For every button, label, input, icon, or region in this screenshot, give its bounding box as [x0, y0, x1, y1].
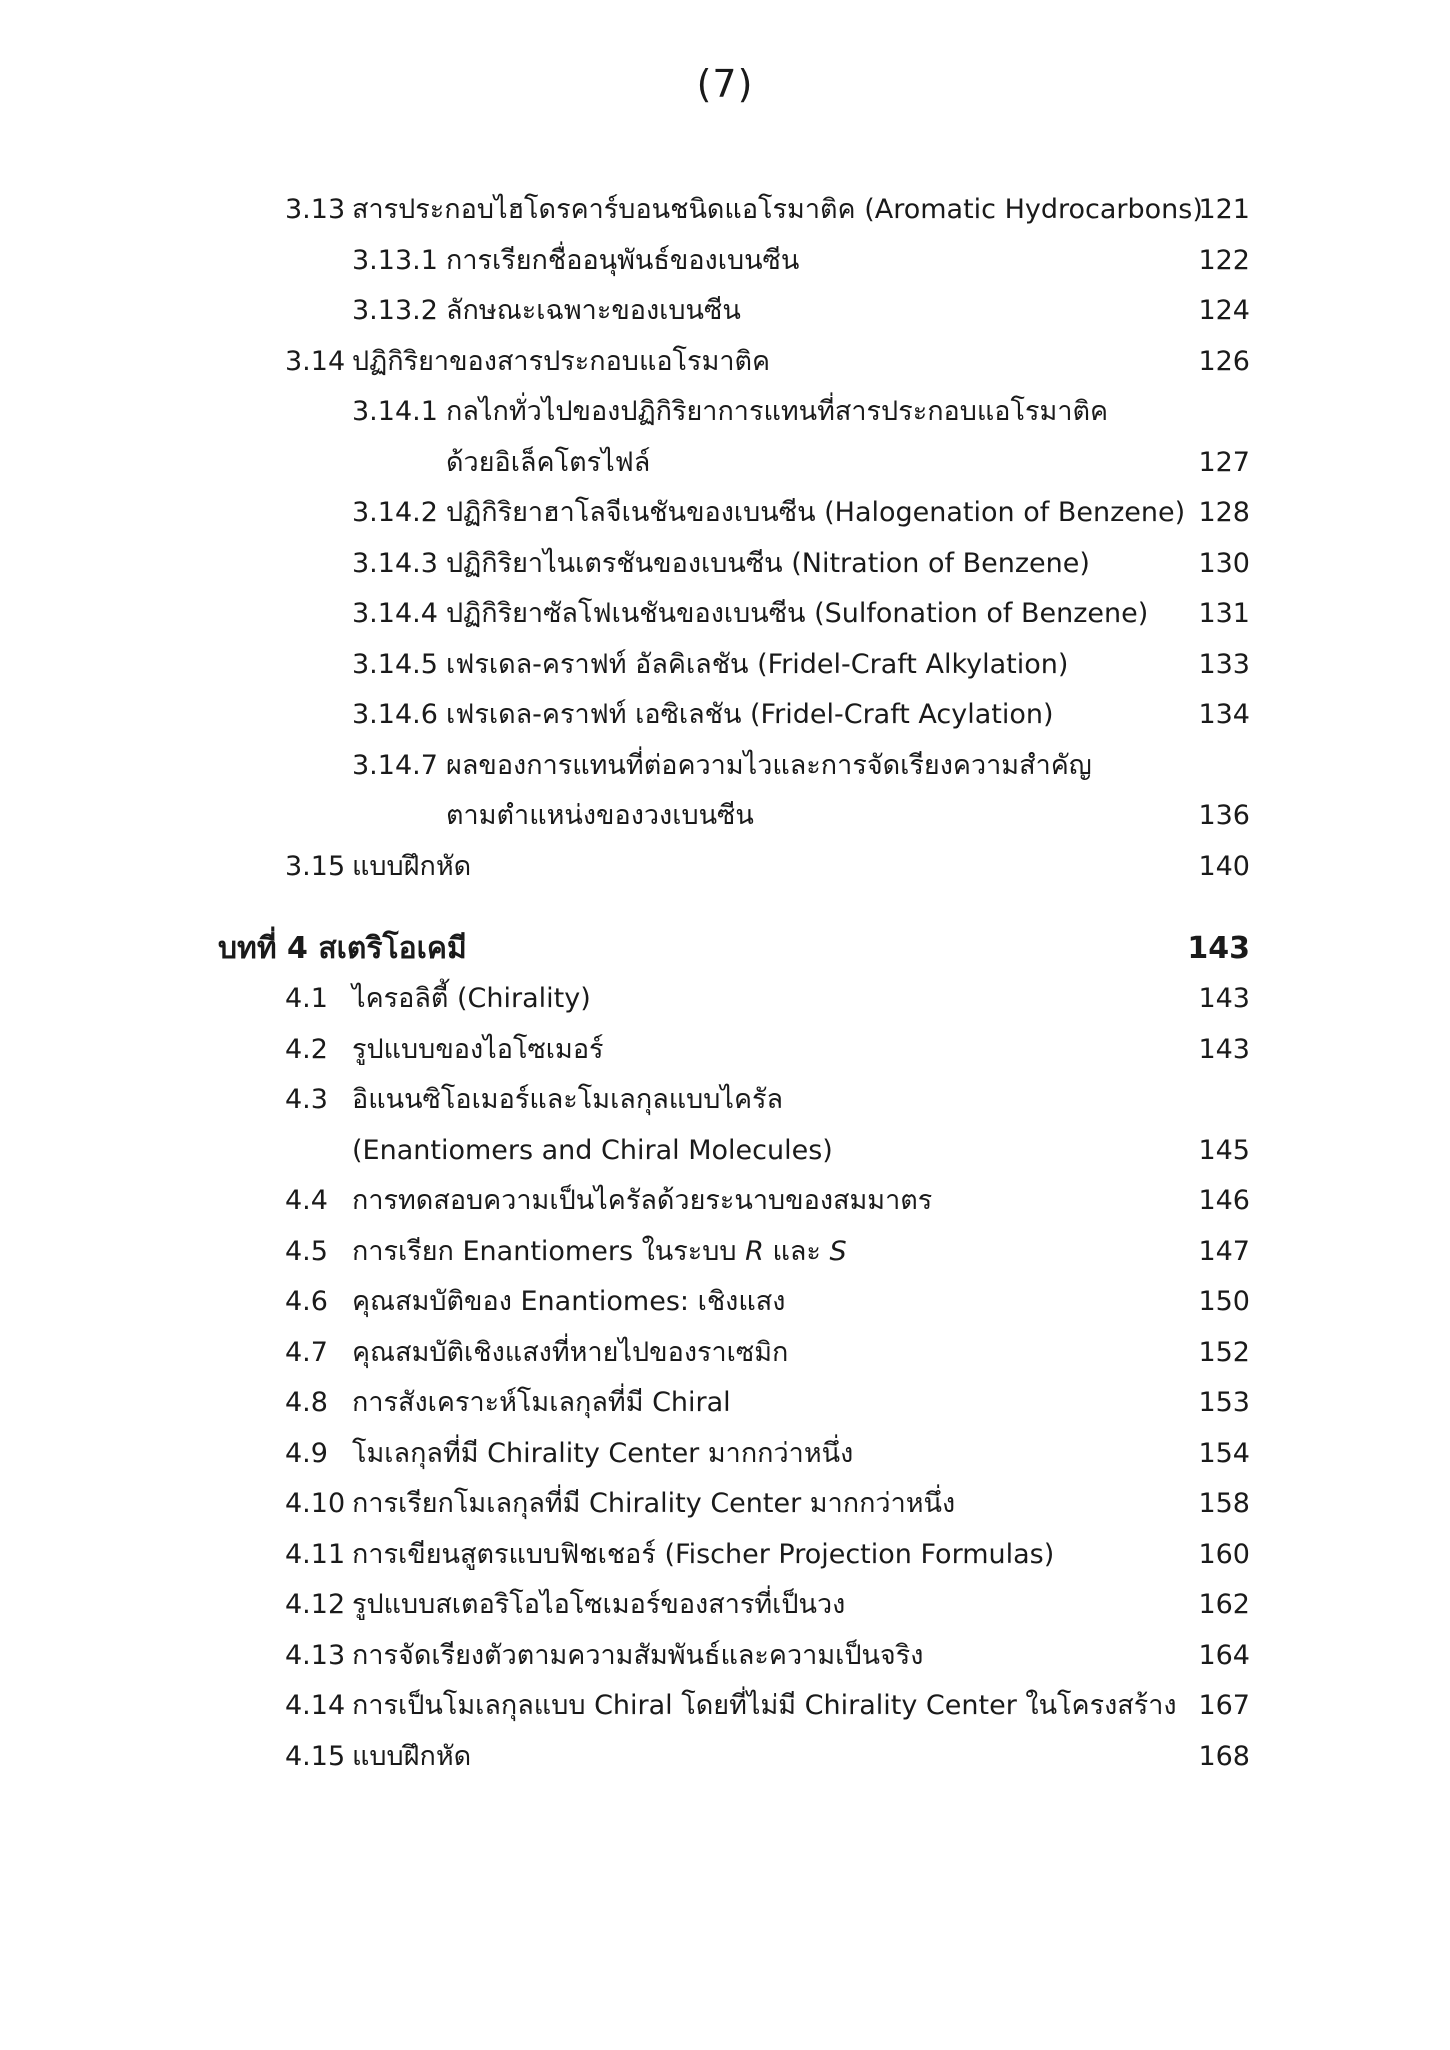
- entry-number: 4.8: [285, 1387, 328, 1418]
- entry-title: อิแนนซิโอเมอร์และโมเลกุลแบบไครัล: [352, 1084, 784, 1115]
- toc-entry: [0, 1075, 1450, 1126]
- entry-title-italic-r: R: [745, 1235, 764, 1267]
- entry-title: ลักษณะเฉพาะของเบนซีน: [446, 295, 741, 326]
- entry-title: การเรียกโมเลกุลที่มี Chirality Center มากกว่าหนึ่ง: [352, 1488, 956, 1519]
- entry-number: 4.14: [285, 1690, 346, 1721]
- entry-title-part: และ: [763, 1235, 830, 1267]
- toc-entry: [0, 741, 1450, 792]
- entry-number: 4.1: [285, 983, 328, 1014]
- toc-entry: [0, 1429, 1450, 1480]
- entry-page: 145: [1198, 1134, 1250, 1166]
- toc-entry: [0, 690, 1450, 741]
- entry-title-continuation: ด้วยอิเล็คโตรไฟล์: [446, 446, 651, 478]
- entry-number: 3.14.7: [352, 749, 438, 781]
- entry-page: 143: [1198, 983, 1250, 1014]
- entry-page: 131: [1198, 598, 1250, 629]
- toc-entry: [0, 1025, 1450, 1076]
- toc-entry: [0, 589, 1450, 640]
- entry-page: 140: [1198, 850, 1250, 882]
- entry-page: 124: [1198, 295, 1250, 326]
- chapter-heading: [0, 924, 1450, 974]
- toc-entry-continuation: [0, 791, 1450, 842]
- toc-entry: [0, 842, 1450, 893]
- page-number: (7): [696, 62, 754, 106]
- entry-page: 130: [1198, 547, 1250, 579]
- entry-page: 128: [1198, 497, 1250, 528]
- table-of-contents: [0, 185, 1450, 1782]
- entry-number: 3.14.2: [352, 497, 438, 528]
- entry-page: 162: [1198, 1589, 1250, 1620]
- entry-number: 3.14.4: [352, 598, 438, 629]
- entry-page: 160: [1198, 1538, 1250, 1570]
- chapter-page: 143: [1187, 931, 1250, 966]
- entry-page: 133: [1198, 648, 1250, 680]
- toc-entry: [0, 286, 1450, 337]
- toc-entry: [0, 1227, 1450, 1278]
- toc-entry: [0, 387, 1450, 438]
- entry-page: 134: [1198, 699, 1250, 730]
- toc-entry: [0, 1378, 1450, 1429]
- entry-page: 164: [1198, 1639, 1250, 1671]
- toc-entry: [0, 1681, 1450, 1732]
- entry-number: 3.14.5: [352, 648, 438, 680]
- entry-page: 126: [1198, 345, 1250, 377]
- toc-entry: [0, 539, 1450, 590]
- entry-title: การจัดเรียงตัวตามความสัมพันธ์และความเป็นจริง: [352, 1639, 924, 1671]
- entry-page: 154: [1198, 1437, 1250, 1469]
- toc-entry: [0, 1580, 1450, 1631]
- entry-number: 3.15: [285, 850, 346, 882]
- entry-page: 136: [1198, 800, 1250, 831]
- entry-title: การทดสอบความเป็นไครัลด้วยระนาบของสมมาตร: [352, 1185, 933, 1216]
- entry-page: 143: [1198, 1033, 1250, 1065]
- entry-title: แบบฝึกหัด: [352, 1740, 472, 1772]
- toc-entry: [0, 1277, 1450, 1328]
- toc-entry-continuation: [0, 1126, 1450, 1177]
- entry-page: 150: [1198, 1286, 1250, 1317]
- entry-number: 4.9: [285, 1437, 328, 1469]
- entry-page: 147: [1198, 1235, 1250, 1267]
- entry-number: 4.10: [285, 1488, 346, 1519]
- entry-page: 146: [1198, 1185, 1250, 1216]
- entry-title: คุณสมบัติของ Enantiomes: เชิงแสง: [352, 1286, 786, 1317]
- entry-title: คุณสมบัติเชิงแสงที่หายไปของราเซมิก: [352, 1336, 789, 1368]
- entry-number: 3.14.1: [352, 396, 438, 427]
- entry-title: ปฏิกิริยาของสารประกอบแอโรมาติค: [352, 345, 771, 377]
- entry-title: การเรียกชื่ออนุพันธ์ของเบนซีน: [446, 244, 800, 276]
- entry-number: 3.14: [285, 345, 346, 377]
- toc-entry: [0, 236, 1450, 287]
- entry-title: [352, 1227, 847, 1278]
- entry-title-part: การเรียก Enantiomers ในระบบ: [352, 1235, 746, 1267]
- entry-title: รูปแบบสเตอริโอไอโซเมอร์ของสารที่เป็นวง: [352, 1589, 846, 1620]
- entry-title: ปฏิกิริยาซัลโฟเนชันของเบนซีน (Sulfonation of Benzene): [446, 598, 1149, 629]
- entry-title: ปฏิกิริยาฮาโลจีเนชันของเบนซีน (Halogenation of Benzene): [446, 497, 1186, 528]
- entry-number: 4.3: [285, 1084, 328, 1115]
- entry-title: การเขียนสูตรแบบฟิชเชอร์ (Fischer Projection Formulas): [352, 1538, 1055, 1570]
- entry-title: เฟรเดล-คราฟท์ เอซิเลชัน (Fridel-Craft Acylation): [446, 699, 1054, 730]
- entry-number: 4.7: [285, 1336, 328, 1368]
- entry-title: ไครอลิตี้ (Chirality): [352, 983, 591, 1014]
- entry-number: 4.4: [285, 1185, 328, 1216]
- entry-page: 158: [1198, 1488, 1250, 1519]
- entry-page: 127: [1198, 446, 1250, 478]
- toc-entry: [0, 1732, 1450, 1783]
- toc-entry: [0, 1479, 1450, 1530]
- entry-number: 3.13: [285, 194, 346, 225]
- entry-number: 4.13: [285, 1639, 346, 1671]
- toc-entry: [0, 1631, 1450, 1682]
- entry-number: 4.2: [285, 1033, 328, 1065]
- entry-number: 3.13.2: [352, 295, 438, 326]
- toc-entry: [0, 974, 1450, 1025]
- entry-title: เฟรเดล-คราฟท์ อัลคิเลชัน (Fridel-Craft Alkylation): [446, 648, 1069, 680]
- toc-entry: [0, 1176, 1450, 1227]
- entry-page: 168: [1198, 1740, 1250, 1772]
- toc-entry: [0, 185, 1450, 236]
- toc-entry-continuation: [0, 438, 1450, 489]
- entry-number: 3.13.1: [352, 244, 438, 276]
- entry-number: 3.14.3: [352, 547, 438, 579]
- entry-title: การเป็นโมเลกุลแบบ Chiral โดยที่ไม่มี Chirality Center ในโครงสร้าง: [352, 1690, 1177, 1721]
- entry-page: 122: [1198, 244, 1250, 276]
- entry-title-continuation: (Enantiomers and Chiral Molecules): [352, 1134, 833, 1166]
- entry-number: 4.12: [285, 1589, 346, 1620]
- toc-entry: [0, 337, 1450, 388]
- toc-entry: [0, 488, 1450, 539]
- entry-number: 3.14.6: [352, 699, 438, 730]
- entry-title: รูปแบบของไอโซเมอร์: [352, 1033, 604, 1065]
- entry-title: กลไกทั่วไปของปฏิกิริยาการแทนที่สารประกอบแอโรมาติค: [446, 396, 1109, 427]
- entry-title: การสังเคราะห์โมเลกุลที่มี Chiral: [352, 1387, 731, 1418]
- entry-number: 4.5: [285, 1235, 328, 1267]
- entry-number: 4.11: [285, 1538, 346, 1570]
- entry-page: 167: [1198, 1690, 1250, 1721]
- chapter-title: บทที่ 4 สเตริโอเคมี: [218, 931, 467, 966]
- entry-title-italic-s: S: [829, 1235, 847, 1267]
- entry-page: 153: [1198, 1387, 1250, 1418]
- entry-title: โมเลกุลที่มี Chirality Center มากกว่าหนึ่ง: [352, 1437, 854, 1469]
- entry-number: 4.15: [285, 1740, 346, 1772]
- entry-title: ปฏิกิริยาไนเตรชันของเบนซีน (Nitration of Benzene): [446, 547, 1090, 579]
- entry-title: สารประกอบไฮโดรคาร์บอนชนิดแอโรมาติค (Aromatic Hydrocarbons): [352, 194, 1203, 225]
- entry-page: 152: [1198, 1336, 1250, 1368]
- toc-entry: [0, 640, 1450, 691]
- entry-title: แบบฝึกหัด: [352, 850, 472, 882]
- entry-number: 4.6: [285, 1286, 328, 1317]
- toc-entry: [0, 1328, 1450, 1379]
- toc-entry: [0, 1530, 1450, 1581]
- entry-title-continuation: ตามตำแหน่งของวงเบนซีน: [446, 800, 754, 831]
- entry-page: 121: [1198, 194, 1250, 225]
- entry-title: ผลของการแทนที่ต่อความไวและการจัดเรียงความสำคัญ: [446, 749, 1092, 781]
